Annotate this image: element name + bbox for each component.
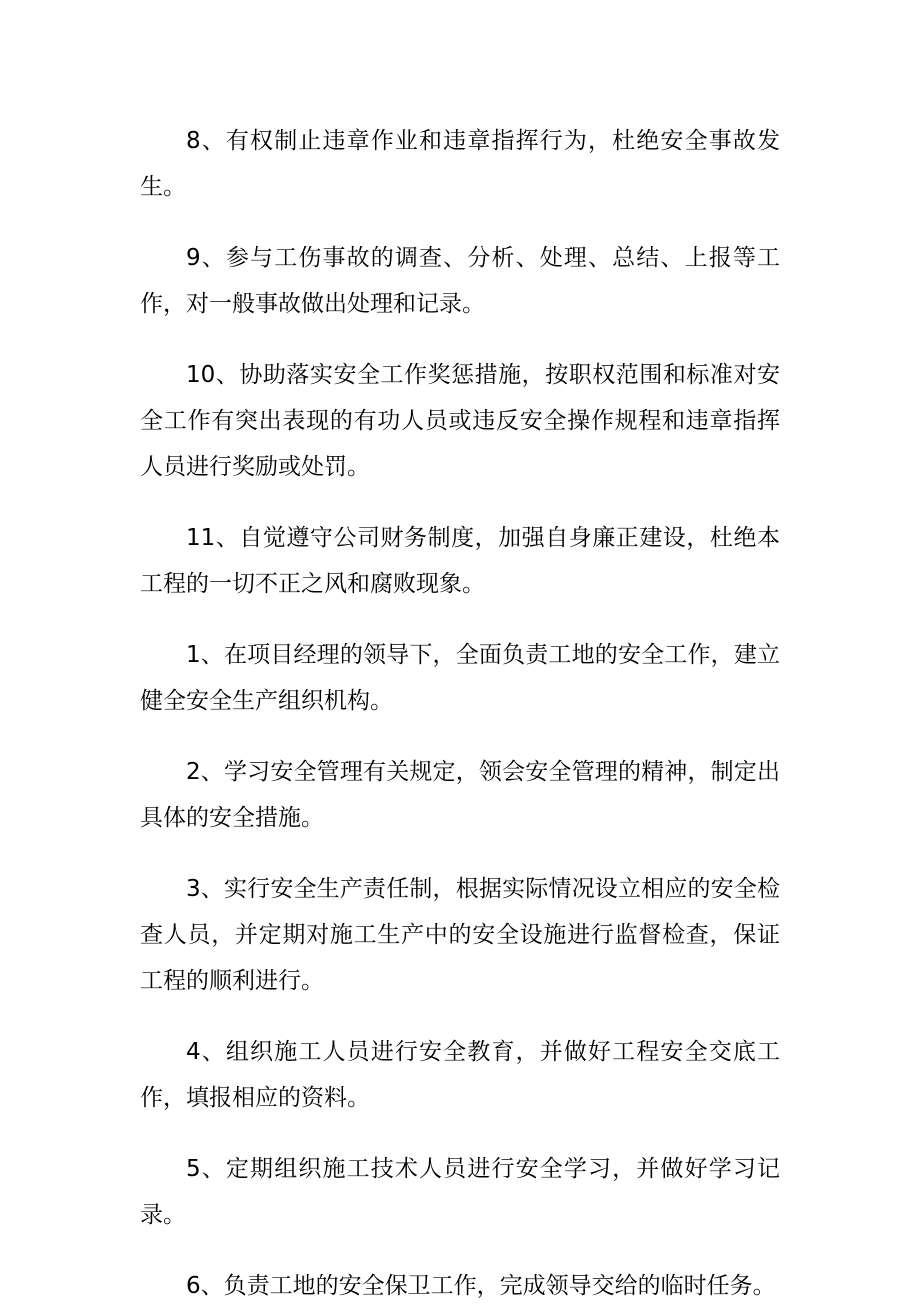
paragraph-item-1: 1、在项目经理的领导下，全面负责工地的安全工作，建立健全安全生产组织机构。 (140, 642, 780, 714)
paragraph-item-5: 5、定期组织施工技术人员进行安全学习，并做好学习记录。 (140, 1156, 780, 1228)
paragraph-item-8: 8、有权制止违章作业和违章指挥行为，杜绝安全事故发生。 (140, 128, 780, 200)
paragraph-item-2: 2、学习安全管理有关规定，领会安全管理的精神，制定出具体的安全措施。 (140, 759, 780, 831)
document-body (140, 118, 780, 1309)
paragraph-item-4: 4、组织施工人员进行安全教育，并做好工程安全交底工作，填报相应的资料。 (140, 1039, 780, 1111)
paragraph-item-9: 9、参与工伤事故的调查、分析、处理、总结、上报等工作，对一般事故做出处理和记录。 (140, 245, 780, 317)
paragraph-item-3: 3、实行安全生产责任制，根据实际情况设立相应的安全检查人员，并定期对施工生产中的安全设施进行监督检查，保证工程的顺利进行。 (140, 876, 780, 994)
paragraph-item-11: 11、自觉遵守公司财务制度，加强自身廉正建设，杜绝本工程的一切不正之风和腐败现象。 (140, 525, 780, 597)
paragraph-item-10: 10、协助落实安全工作奖惩措施，按职权范围和标准对安全工作有突出表现的有功人员或违反安全操作规程和违章指挥人员进行奖励或处罚。 (140, 362, 780, 480)
paragraph-item-6: 6、负责工地的安全保卫工作，完成领导交给的临时任务。 (186, 1273, 776, 1299)
